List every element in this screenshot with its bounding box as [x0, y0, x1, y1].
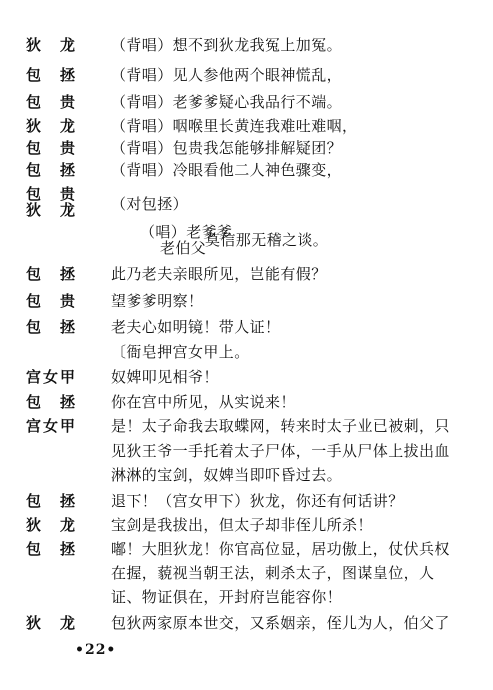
dialogue-text: 宝剑是我拔出，但太子却非侄儿所杀！ [111, 516, 373, 534]
dialogue-line [0, 489, 493, 513]
speaker-name: 宫女甲 [26, 368, 78, 386]
dialogue-text: 莫信那无稽之谈。 [205, 231, 329, 249]
dialogue-text: （背唱）见人参他两个眼神慌乱， [111, 66, 343, 84]
dialogue-text: （背唱）冷眼看他二人神色骤变， [111, 161, 343, 179]
dialogue-text: （背唱）包贵我怎能够排解疑团？ [111, 139, 343, 157]
speaker-name: 包 拯 [26, 161, 78, 179]
speaker-name: 宫女甲 [26, 417, 78, 435]
dialogue-text: 奴婢叩见相爷！ [111, 368, 219, 386]
dialogue-text: 是！太子命我去取蝶网，转来时太子业已被刺，只 [111, 417, 450, 435]
dialogue-line [0, 513, 493, 537]
dialogue-text: 老夫心如明镜！带人证！ [111, 318, 281, 336]
speaker-name: 包 贵 [26, 139, 78, 157]
dialogue-text: 望爹爹明察！ [111, 292, 204, 310]
dialogue-text: 老伯父 [160, 239, 207, 257]
speaker-name: 狄 龙 [26, 201, 78, 219]
dialogue-text: 包狄两家原本世交，又系姻亲，侄儿为人，伯父了 [111, 614, 450, 632]
dialogue-line [0, 262, 493, 286]
dialogue-text: （唱）老爹爹 [140, 223, 233, 241]
speaker-name: 狄 龙 [26, 614, 78, 632]
speaker-name: 包 拯 [26, 393, 78, 411]
dialogue-line [0, 158, 493, 182]
dialogue-text: （背唱）老爹爹疑心我品行不端。 [111, 93, 343, 111]
stage-direction: （对包拯） [111, 195, 189, 213]
dialogue-line [0, 315, 493, 339]
dialogue-line [0, 63, 493, 87]
dialogue-line [0, 537, 493, 561]
dialogue-line [0, 414, 493, 438]
dialogue-text: （背唱）想不到狄龙我冤上加冤。 [111, 36, 343, 54]
dialogue-line [0, 90, 493, 114]
dialogue-text: 嘟！大胆狄龙！你官高位显，居功傲上，仗伏兵权 [111, 540, 450, 558]
speaker-name: 包 贵 [26, 185, 78, 203]
dialogue-continuation: 证、物证俱在，开封府岂能容你！ [111, 588, 343, 606]
stage-direction: 〔衙皂押宫女甲上。 [111, 343, 250, 361]
dialogue-line [0, 390, 493, 414]
dialogue-continuation: 在握，藐视当朝王法，刺杀太子，图谋皇位，人 [111, 564, 435, 582]
speaker-name: 包 拯 [26, 492, 78, 510]
page-number: •22• [75, 642, 117, 658]
dialogue-line [0, 136, 493, 160]
speaker-name: 狄 龙 [26, 36, 78, 54]
dialogue-text: 退下！（宫女甲下）狄龙，你还有何话讲？ [111, 492, 404, 510]
speaker-name: 包 拯 [26, 318, 78, 336]
dialogue-continuation: 见狄王爷一手托着太子尸体，一手从尸体上拔出血 [111, 442, 450, 460]
dialogue-text: 你在宫中所见，从实说来！ [111, 393, 296, 411]
speaker-name: 包 贵 [26, 292, 78, 310]
dialogue-line [0, 33, 493, 57]
dialogue-text: 此乃老夫亲眼所见，岂能有假？ [111, 265, 327, 283]
dialogue-line [0, 289, 493, 313]
speaker-name: 包 拯 [26, 540, 78, 558]
dialogue-continuation: 淋淋的宝剑，奴婢当即吓昏过去。 [111, 466, 343, 484]
dialogue-line [0, 365, 493, 389]
dialogue-text: （背唱）咽喉里长黄连我难吐难咽， [111, 117, 358, 135]
dialogue-line [0, 611, 493, 635]
speaker-name: 包 拯 [26, 66, 78, 84]
speaker-name: 包 贵 [26, 93, 78, 111]
speaker-name: 狄 龙 [26, 516, 78, 534]
speaker-name: 包 拯 [26, 265, 78, 283]
dialogue-line [0, 114, 493, 138]
speaker-name: 狄 龙 [26, 117, 78, 135]
joint-speakers [26, 186, 77, 218]
